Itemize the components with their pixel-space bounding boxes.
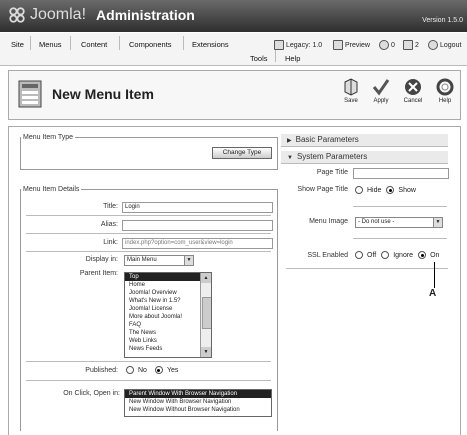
- list-item[interactable]: New Window With Browser Navigation: [129, 399, 232, 405]
- help-label: Help: [438, 98, 452, 104]
- ssl-off-label: Off: [367, 251, 377, 259]
- save-icon: [343, 78, 359, 96]
- list-item[interactable]: News Feeds: [129, 346, 163, 352]
- menu-item-icon: [18, 80, 42, 108]
- chevron-down-icon: ▼: [287, 155, 293, 161]
- menu-content[interactable]: Content: [81, 40, 108, 49]
- menu-divider: [70, 36, 71, 50]
- menu-divider: [183, 36, 184, 50]
- ssl-ignore-radio[interactable]: [381, 251, 389, 259]
- list-item[interactable]: The News: [129, 330, 157, 336]
- scroll-up-icon[interactable]: ▲: [201, 273, 211, 283]
- row-divider: [286, 268, 448, 269]
- menu-tools[interactable]: Tools: [250, 54, 268, 63]
- show-radio[interactable]: [386, 186, 394, 194]
- show-page-title-label: Show Page Title: [297, 186, 348, 193]
- published-no-radio[interactable]: [126, 366, 134, 374]
- cancel-label: Cancel: [403, 98, 423, 104]
- users-value: 2: [415, 41, 419, 49]
- parent-item-list[interactable]: [124, 272, 212, 358]
- ssl-off-radio[interactable]: [355, 251, 363, 259]
- onclick-list[interactable]: [124, 389, 272, 417]
- preview-icon: [333, 40, 343, 50]
- ssl-radio-group: [353, 251, 439, 259]
- cancel-button[interactable]: [401, 78, 425, 104]
- alias-input[interactable]: [122, 220, 273, 231]
- ssl-on-radio[interactable]: [418, 251, 426, 259]
- list-item[interactable]: What's New in 1.5?: [129, 298, 181, 304]
- menu-extensions[interactable]: Extensions: [192, 40, 229, 49]
- chevron-down-icon: ▼: [433, 218, 442, 227]
- published-label: Published:: [85, 367, 118, 374]
- scroll-thumb[interactable]: [202, 297, 212, 329]
- menu-menus[interactable]: Menus: [39, 40, 62, 49]
- checkmark-icon: [372, 78, 390, 96]
- apply-label: Apply: [373, 98, 389, 104]
- row-divider: [26, 215, 271, 216]
- joomla-logo-icon: [8, 6, 26, 24]
- hide-label: Hide: [367, 186, 382, 194]
- messages-count[interactable]: [379, 40, 395, 50]
- link-input: index.php?option=com_user&view=login: [122, 238, 273, 249]
- ssl-enabled-label: SSL Enabled: [307, 252, 348, 259]
- apply-button[interactable]: [369, 78, 393, 104]
- list-item[interactable]: New Window Without Browser Navigation: [129, 407, 240, 413]
- menu-image-select[interactable]: [355, 217, 443, 228]
- legacy-icon: [274, 40, 284, 50]
- callout-line: [434, 262, 435, 288]
- row-divider: [26, 380, 271, 381]
- logout-label: Logout: [440, 41, 462, 49]
- save-label: Save: [344, 98, 358, 104]
- menu-image-value: - Do not use -: [358, 219, 395, 225]
- menu-item-type-legend: Menu Item Type: [23, 134, 74, 141]
- header-bar: [0, 0, 467, 32]
- published-radio-group: [124, 366, 178, 374]
- cancel-icon: [404, 78, 422, 96]
- display-in-label: Display in:: [85, 256, 118, 263]
- system-parameters-label: System Parameters: [296, 152, 368, 161]
- parent-item-label: Parent Item:: [79, 270, 118, 277]
- page-title: New Menu Item: [52, 86, 154, 102]
- logout-link[interactable]: [428, 40, 461, 50]
- list-item[interactable]: Joomla! Overview: [129, 290, 177, 296]
- basic-parameters-label: Basic Parameters: [295, 135, 359, 144]
- messages-icon: [379, 40, 389, 50]
- list-item[interactable]: Home: [129, 282, 146, 288]
- help-icon: [436, 78, 454, 96]
- display-in-select[interactable]: [124, 255, 194, 266]
- title-label: Title:: [103, 203, 118, 210]
- show-label: Show: [398, 186, 416, 194]
- chevron-down-icon: ▼: [184, 256, 193, 265]
- published-yes-label: Yes: [166, 366, 179, 374]
- menu-divider: [119, 36, 120, 50]
- onclick-label: On Click, Open in:: [63, 390, 120, 397]
- row-divider: [26, 233, 271, 234]
- change-type-button[interactable]: Change Type: [212, 147, 272, 159]
- ssl-on-label: On: [430, 251, 440, 259]
- link-label: Link:: [103, 239, 118, 246]
- row-divider: [353, 206, 447, 207]
- scrollbar[interactable]: [200, 273, 211, 357]
- callout-label: A: [429, 288, 437, 299]
- hide-radio[interactable]: [355, 186, 363, 194]
- page-title-param-label: Page Title: [316, 169, 348, 176]
- scroll-down-icon[interactable]: ▼: [201, 347, 211, 357]
- version-label: Version 1.5.0: [422, 17, 463, 24]
- published-no-label: No: [138, 366, 147, 374]
- menu-divider: [30, 36, 31, 50]
- ssl-ignore-label: Ignore: [393, 251, 414, 259]
- menu-divider: [275, 48, 276, 62]
- basic-parameters-header[interactable]: [281, 134, 448, 147]
- alias-label: Alias:: [100, 221, 118, 228]
- preview-label: Preview: [345, 41, 370, 49]
- title-input[interactable]: Login: [122, 202, 273, 213]
- chevron-right-icon: ▶: [287, 138, 292, 144]
- menu-image-label: Menu Image: [309, 218, 348, 225]
- preview-link[interactable]: [333, 40, 370, 50]
- messages-value: 0: [391, 41, 395, 49]
- row-divider: [26, 361, 271, 362]
- legacy-status: [274, 40, 322, 50]
- show-page-title-radio-group: [353, 186, 416, 194]
- menu-components[interactable]: Components: [129, 40, 172, 49]
- system-parameters-header[interactable]: [281, 151, 448, 164]
- menu-item-details-legend: Menu Item Details: [23, 186, 80, 193]
- list-item[interactable]: More about Joomla!: [129, 314, 183, 320]
- legacy-label: Legacy: 1.0: [286, 41, 323, 49]
- users-icon: [403, 40, 413, 50]
- menu-site[interactable]: Site: [11, 40, 24, 49]
- list-item[interactable]: Web Links: [129, 338, 157, 344]
- page-title-param-input[interactable]: [353, 168, 449, 179]
- users-count[interactable]: [403, 40, 419, 50]
- logo-text: Joomla!: [30, 6, 87, 23]
- published-yes-radio[interactable]: [155, 366, 163, 374]
- display-in-value: Main Menu: [127, 257, 157, 263]
- list-item[interactable]: Parent Window With Browser Navigation: [125, 390, 271, 398]
- list-item[interactable]: Top: [125, 273, 211, 281]
- logo: [8, 6, 195, 24]
- save-button[interactable]: [339, 78, 363, 104]
- list-item[interactable]: FAQ: [129, 322, 142, 328]
- list-item[interactable]: Joomla! License: [129, 306, 173, 312]
- row-divider: [26, 251, 271, 252]
- row-divider: [353, 238, 447, 239]
- menu-help[interactable]: Help: [285, 54, 301, 63]
- logout-icon: [428, 40, 438, 50]
- help-button[interactable]: [433, 78, 457, 104]
- admin-title: Administration: [96, 7, 195, 23]
